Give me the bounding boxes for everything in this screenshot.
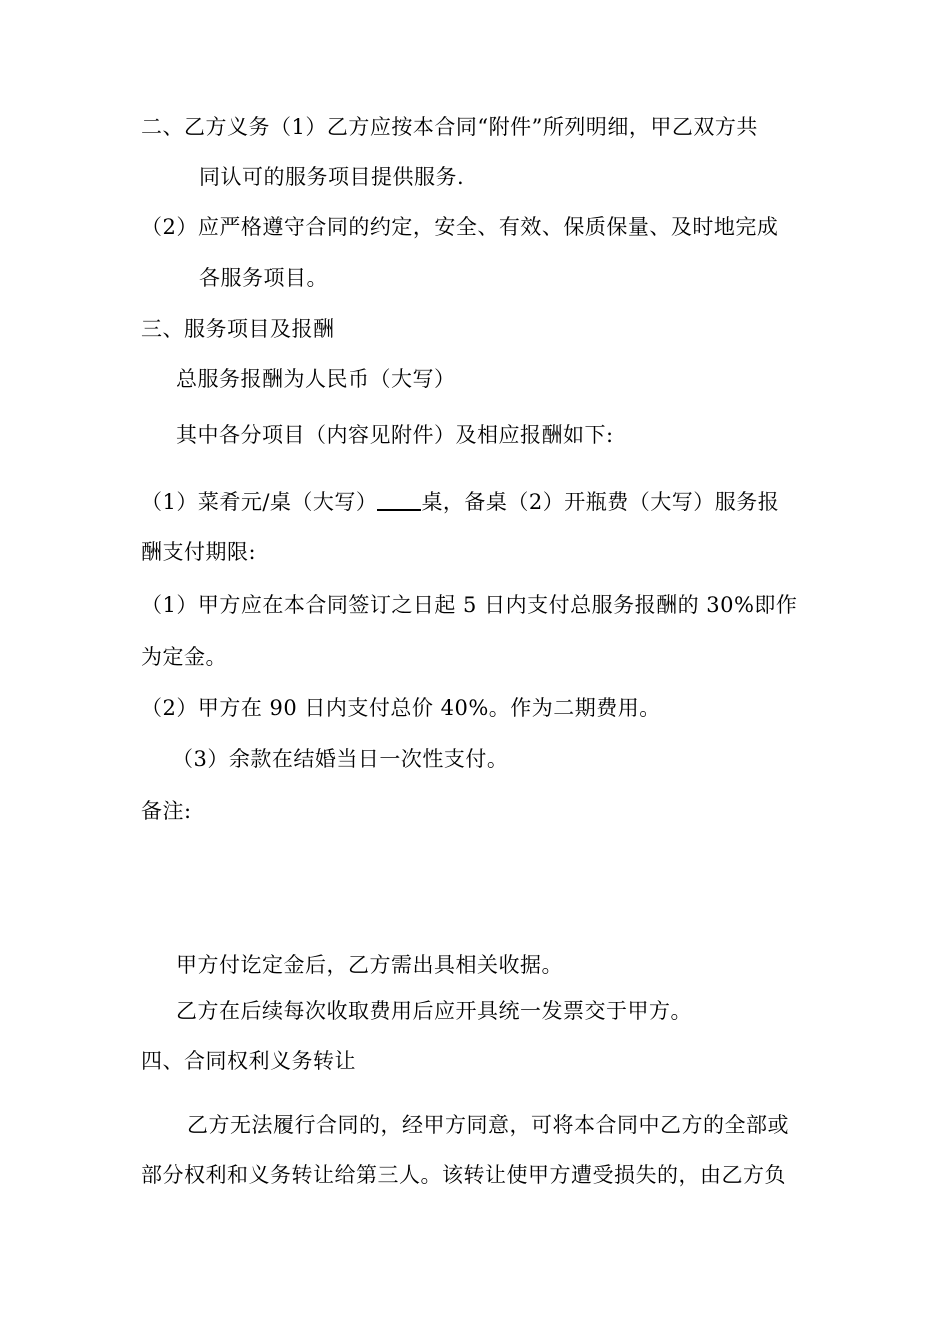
section2-line1: 二、乙方义务（1）乙方应按本合同“附件”所列明细，甲乙双方共: [141, 115, 758, 139]
table-count-blank: [377, 489, 421, 511]
total-remuneration: 总服务报酬为人民币（大写）: [176, 367, 456, 391]
dishes-line: [141, 487, 779, 517]
payment-2: （2）甲方在 90 日内支付总价 40%。作为二期费用。: [141, 696, 661, 720]
dishes-part-b: 桌，备桌（2）开瓶费（大写）服务报: [421, 490, 780, 514]
invoice-note: 乙方在后续每次收取费用后应开具统一发票交于甲方。: [176, 999, 692, 1023]
section4-title: 四、合同权利义务转让: [141, 1049, 356, 1073]
section2-item2-line2: 各服务项目。: [199, 266, 328, 290]
note-label: 备注:: [141, 799, 192, 823]
section2-line2: 同认可的服务项目提供服务.: [199, 165, 465, 189]
section4-para-line2: 部分权利和义务转让给第三人。该转让使甲方遭受损失的，由乙方负: [141, 1163, 786, 1187]
receipt-note: 甲方付讫定金后，乙方需出具相关收据。: [176, 953, 563, 977]
items-intro: 其中各分项目（内容见附件）及相应报酬如下:: [176, 423, 614, 447]
payment-1-line1: （1）甲方应在本合同签订之日起 5 日内支付总服务报酬的 30%即作: [141, 593, 798, 617]
dishes-part-a: （1）菜肴元/桌（大写）: [141, 490, 378, 514]
payment-1-line2: 为定金。: [141, 645, 227, 669]
payment-term-label: 酬支付期限:: [141, 540, 257, 564]
section2-item2-line1: （2）应严格遵守合同的约定，安全、有效、保质保量、及时地完成: [141, 215, 779, 239]
payment-3: （3）余款在结婚当日一次性支付。: [172, 747, 509, 771]
section4-para-line1: 乙方无法履行合同的，经甲方同意，可将本合同中乙方的全部或: [187, 1113, 789, 1137]
section3-title: 三、服务项目及报酬: [141, 317, 335, 341]
